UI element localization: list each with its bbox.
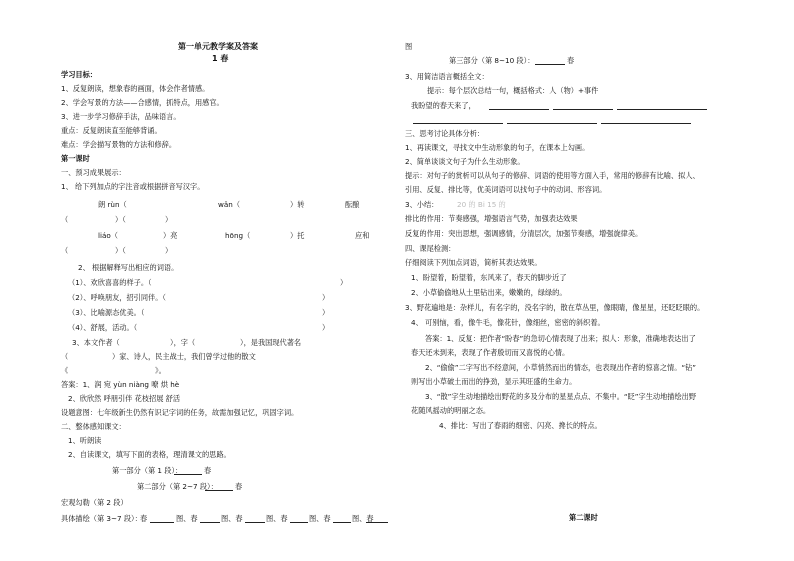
definition-item: （3）、比喻源态优美。（	[68, 308, 145, 317]
blank-line[interactable]	[245, 515, 265, 523]
blank-line[interactable]	[553, 102, 613, 110]
pinyin-item: 朗 rùn（	[98, 200, 127, 209]
design-intent: 设题意图：七年级新生仍然有识记字词的任务，故需加强记忆，巩固字词。	[61, 408, 299, 417]
answer-paren: ）（	[115, 215, 126, 224]
answer-line: 2、“偷偷”二字写出不经意间，小草悄然而出的情态，也表现出作者的惊喜之情。“钻”	[425, 363, 697, 372]
pinyin-item: 应和	[355, 231, 370, 240]
check-item: 1、盼望着，盼望着，东风来了，春天的脚步近了	[411, 273, 567, 282]
goal-item: 3、进一步学习修辞手法，品味语言。	[61, 112, 181, 121]
detail-item: 图、春	[352, 514, 374, 523]
answer-line: 花随风摇动的明丽之态。	[411, 406, 491, 415]
question-2: 2、 根据解释写出相应的词语。	[78, 263, 179, 272]
question-3: 3、用简洁语言概括全文：	[405, 72, 489, 81]
blank-line[interactable]	[507, 116, 597, 124]
answer-line: 4、排比：写出了春雨的细密、闪亮、搀长的特点。	[439, 421, 602, 430]
part-2-end: 春	[235, 482, 243, 491]
part-1-end: 春	[204, 466, 212, 475]
step-item: 2、自读课文，填写下面的表格，理清课文的思路。	[68, 450, 231, 459]
detail-item: 图、春	[176, 514, 198, 523]
detail-label: 具体描绘（第 3~7 段）：	[61, 514, 142, 523]
question-3: 》。	[155, 366, 166, 375]
check-item: 2、小草偷偷地从土里钻出来，嫩嫩的，绿绿的。	[411, 288, 567, 297]
question-3: 3、本文作者（	[72, 338, 120, 347]
summary-line: 我盼望的春天来了，	[411, 101, 476, 110]
definition-item: （2）、呼唤朋友，招引同伴。（	[68, 293, 166, 302]
blank-line[interactable]	[333, 515, 351, 523]
blank-line[interactable]	[205, 483, 233, 491]
answer-paren: ）	[165, 215, 173, 224]
answer-line: 2、欣欣然 呼朋引伴 花枝招展 舒活	[68, 394, 181, 403]
blank-line[interactable]	[174, 467, 202, 475]
blank-line[interactable]	[200, 515, 220, 523]
pinyin-item: ）亮	[163, 231, 178, 240]
definition-item: （4）、舒展，活动。（	[68, 323, 138, 332]
question-3: ）家、诗人，民主战士，我们曾学过他的散文	[112, 352, 256, 361]
key-point: 重点：反复朗读直至能够背诵。	[61, 126, 162, 135]
goal-item: 2、学会写景的方法——合感情，抓特点，用感官。	[61, 98, 224, 107]
pinyin-item: ）托	[290, 231, 305, 240]
summary-line: 反复的作用：突出思想，强调感情，分清层次，加强节奏感，增强旋律美。	[405, 229, 643, 238]
answer-line: 答案：1、反复：把作者“盼春”的急切心情表现了出来；拟人：形象，准确地表达出了	[425, 334, 696, 343]
blank-line[interactable]	[413, 116, 503, 124]
blank-line[interactable]	[601, 116, 691, 124]
tip-line: 引用、反复、排比等，优美词语可以找句子中的动词、形容词。	[405, 185, 607, 194]
pinyin-item: hōng（	[225, 231, 251, 240]
check-instruction: 仔细阅读下列加点词语，简析其表达效果。	[405, 258, 542, 267]
detail-item: 春	[140, 514, 148, 523]
check-item: 3、野花遍地是：杂样儿，有名字的，没名字的，散在草丛里，像眼睛，像星星，还眨眨眼的。	[405, 303, 705, 312]
faint-watermark-text: 20 的 Bi 15 的	[457, 200, 506, 209]
hint-line: 提示：每个层次总结一句，概括格式：人（物）+事件	[427, 86, 599, 95]
difficulty: 难点：学会描写景物的方法和修辞。	[61, 140, 177, 149]
section-4-heading: 四、课尾检测：	[405, 244, 456, 253]
detail-item: 图、春	[221, 514, 243, 523]
pinyin-item: 酝酿	[345, 200, 360, 209]
macro-outline: 宏观勾勒（第 2 段）	[61, 498, 128, 507]
lesson-title: 1 春	[212, 54, 229, 63]
section-3-heading: 三、思考讨论具体分析：	[405, 129, 485, 138]
answer-line: 答案：1、润 宛 yùn niàng 嘹 烘 hè	[61, 380, 180, 389]
blank-line[interactable]	[617, 102, 707, 110]
step-item: 1、听朗读	[68, 436, 102, 445]
summary-heading: 3、小结：	[405, 200, 439, 209]
pinyin-item: liáo（	[98, 231, 118, 240]
blank-line[interactable]	[290, 515, 308, 523]
answer-paren: ）（	[115, 246, 126, 255]
goal-item: 1、反复朗读，想象春的画面，体会作者情感。	[61, 84, 210, 93]
detail-item: 图、春	[309, 514, 331, 523]
lesson-2-heading: 第二课时	[569, 513, 598, 522]
answer-line: 春天还未到来，表现了作者殷切而又喜悦的心情。	[411, 348, 570, 357]
task-item: 1、再读课文，寻找文中生动形象的句子，在课本上勾画。	[405, 143, 590, 152]
figure-label: 图	[405, 42, 413, 51]
blank-line[interactable]	[489, 102, 549, 110]
task-item: 2、简单谈谈文句子为什么生动形象。	[405, 157, 525, 166]
check-item: 4、 可别恼，看，像牛毛，像花针，像细丝，密密的斜织着。	[411, 318, 605, 327]
answer-line: 3、“散”字生动地描绘出野花的多及分布的星星点点、不集中。“眨”字生动地描绘出野	[425, 392, 697, 401]
answer-line: 则写出小草破土而出的挣劲，显示其旺盛的生命力。	[411, 377, 577, 386]
blank-line[interactable]	[535, 57, 565, 65]
answer-paren: （	[61, 215, 69, 224]
pinyin-item: ）转	[290, 200, 305, 209]
part-1-label: 第一部分（第 1 段）：	[112, 466, 183, 475]
pinyin-item: wǎn（	[218, 200, 241, 209]
question-3: ），字（	[170, 338, 196, 347]
part-3-label: 第三部分（第 8~10 段）：	[449, 56, 535, 65]
page-title: 第一单元教学案及答案	[178, 42, 258, 51]
left-column: 第一单元教学案及答案 1 春 学习目标： 1、反复朗读，想象春的画面，体会作者情感。 2、学会写景的方法——合感情，抓特点，用感官。 3、进一步学习修辞手法，品味语言。 重点：反复朗读直至能够背诵。 难点：学会描写景物的方法和修辞。 第一课时 一、预习成果展示： 1、 给下列加点的字注音或根据拼音写汉字。 朗 rùn（ wǎn（ ）转 酝酿 （ ）（ ） liáo（ ）亮 hōng（ ）托 应和 （ ）（ ） 2、 根据解释写出相应的词语。 （1）、欢欣喜喜的样子。（ ） （2）、呼唤朋友，招引同伴。（ ） （3）、比喻源态优美。（ ） （4）、舒展，活动。（ ） 3、本文作者（ ），字（ ），是我国现代著名 （ ）家、诗人，民主战士，我们曾学过他的散文 《 》。 答案：1、润 宛 yùn niàng 嘹 烘 hè 2、欣欣然 呼朋引伴 花枝招展 舒活 设题意图：七年级新生仍然有识记字词的任务，故需加强记忆，巩固字词。 二、整体感知课文： 1、听朗读 2、自读课文，填写下面的表格，理清课文的思路。 第一部分（第 1 段）： 春 第二部分（第 2~7 段）： 春 宏观勾勒（第 2 段） 具体描绘（第 3~7 段）： 春 图、春 图、春 图、春 图、春 图、春	[0, 0, 397, 561]
section-2-heading: 二、整体感知课文：	[61, 422, 126, 431]
section-1-heading: 一、预习成果展示：	[61, 168, 126, 177]
question-3: （	[61, 352, 69, 361]
question-3: 《	[61, 366, 69, 375]
tip-line: 提示：对句子的赏析可以从句子的修辞、词语的使用等方面入手，常用的修辞有比喻、拟人、	[405, 171, 700, 180]
part-2-label: 第二部分（第 2~7 段）：	[137, 482, 218, 491]
detail-item: 图、春	[266, 514, 288, 523]
blank-line[interactable]	[150, 515, 174, 523]
right-column	[397, 0, 794, 561]
blank-line[interactable]	[366, 515, 388, 523]
part-3-end: 春	[567, 56, 575, 65]
question-1: 1、 给下列加点的字注音或根据拼音写汉字。	[61, 182, 205, 191]
lesson-1-heading: 第一课时	[61, 154, 90, 163]
definition-item: （1）、欢欣喜喜的样子。（	[68, 278, 152, 287]
summary-line: 排比的作用：节奏感强，增强语言气势，加强表达效果	[405, 214, 578, 223]
goals-heading: 学习目标：	[61, 70, 97, 79]
question-3: ），是我国现代著名	[240, 338, 302, 347]
answer-paren: （	[61, 246, 69, 255]
answer-paren: ）	[165, 246, 173, 255]
